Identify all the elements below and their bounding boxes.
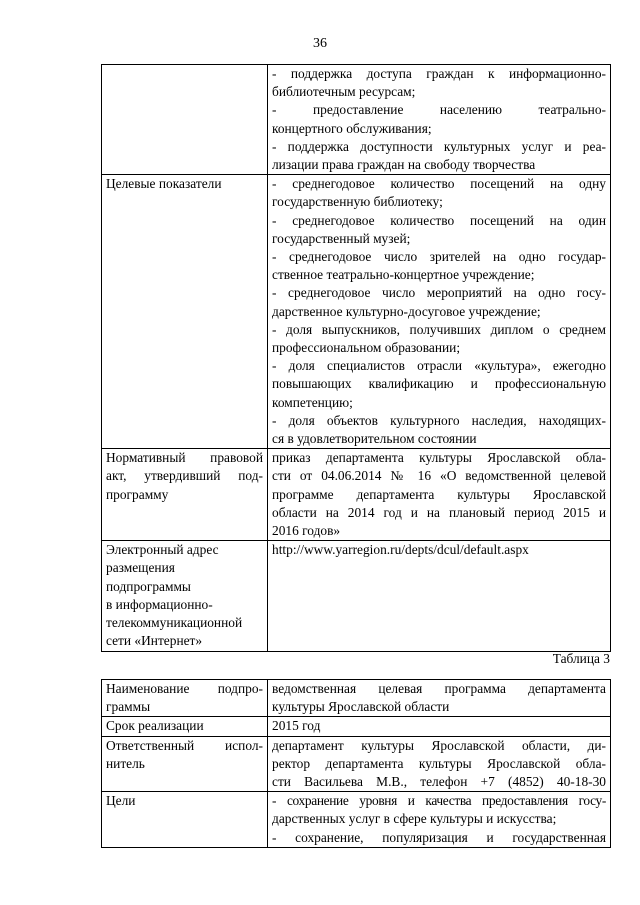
text-line: Целевые показатели <box>106 176 222 192</box>
text-line: телекоммуникационной <box>106 615 243 631</box>
row-value <box>268 175 611 449</box>
text-line: акт, утвердивший под- <box>106 468 263 484</box>
text-line: Нормативный правовой <box>106 450 263 466</box>
row-value <box>268 541 611 651</box>
row-label <box>102 449 268 541</box>
row-label <box>102 541 268 651</box>
text-line: департамент культуры Ярославской области, ди- <box>272 737 606 753</box>
text-line: - среднегодовое количество посещений на один <box>272 212 606 228</box>
text-line: - среднегодовое число мероприятий на одно госу- <box>272 285 606 301</box>
text-line: - сохранение уровня и качества предоставления госу- <box>272 793 606 809</box>
row-label <box>102 717 268 736</box>
table-row <box>102 449 611 541</box>
table-row <box>102 717 611 736</box>
text-line: подпрограммы <box>106 578 191 594</box>
text-line: - среднегодовое число зрителей на одно государ- <box>272 249 606 265</box>
text-line: - предоставление населению театрально- <box>272 102 606 118</box>
row-label <box>102 680 268 717</box>
text-line: - поддержка доступности культурных услуг и реа- <box>272 138 606 154</box>
text-line: сети «Интернет» <box>106 633 203 649</box>
url-text: http://www.yarregion.ru/depts/dcul/default.aspx <box>272 542 529 558</box>
table-row <box>102 541 611 651</box>
text-line: граммы <box>106 699 151 715</box>
table-bottom <box>101 679 611 848</box>
table-top <box>101 64 611 652</box>
row-value <box>268 736 611 792</box>
table-row <box>102 65 611 175</box>
row-label <box>102 792 268 848</box>
text-line: библиотечным ресурсам; <box>272 84 416 100</box>
row-label <box>102 736 268 792</box>
text-line: ся в удовлетворительном состоянии <box>272 431 477 447</box>
text-line: профессиональном образовании; <box>272 340 461 356</box>
text-line: Наименование подпро- <box>106 681 263 696</box>
text-line: в информационно- <box>106 596 213 612</box>
text-line: Электронный адрес <box>106 542 219 558</box>
text-line: государственный музей; <box>272 230 411 246</box>
row-label <box>102 175 268 449</box>
page-number: 36 <box>313 36 327 51</box>
row-value <box>268 65 611 175</box>
text-line: культуры Ярославской области <box>272 699 450 715</box>
row-value <box>268 792 611 848</box>
text-line: лизации права граждан на свободу творчества <box>272 157 536 173</box>
text-line: - доля объектов культурного наследия, находящих- <box>272 412 606 428</box>
text-line: Цели <box>106 793 136 809</box>
row-value <box>268 717 611 736</box>
text-line: государственную библиотеку; <box>272 194 443 210</box>
table-row <box>102 736 611 792</box>
text-line: Ответственный испол- <box>106 737 263 753</box>
text-line: программу <box>106 486 169 502</box>
text-line: сти от 04.06.2014 № 16 «О ведомственной целевой <box>272 468 606 484</box>
text-line: концертного обслуживания; <box>272 120 432 136</box>
text-line: нитель <box>106 755 145 771</box>
text-line: - доля выпускников, получивших диплом о среднем <box>272 321 606 337</box>
text-line: ведомственная целевая программа департамента <box>272 681 606 696</box>
text-line: 2015 год <box>272 718 321 734</box>
text-line: повышающих квалификацию и профессиональную <box>272 376 606 392</box>
text-line: ректор департамента культуры Ярославской обла- <box>272 755 606 771</box>
table-caption: Таблица 3 <box>552 651 610 666</box>
text-line: дарственное культурно-досуговое учреждение; <box>272 303 541 319</box>
table-row <box>102 792 611 848</box>
text-line: размещения <box>106 560 175 576</box>
text-line: - доля специалистов отрасли «культура», ежегодно <box>272 358 606 374</box>
table-row <box>102 680 611 717</box>
text-line: дарственных услуг в сфере культуры и искусства; <box>272 811 557 827</box>
text-line: - поддержка доступа граждан к информационно- <box>272 66 606 81</box>
text-line: - сохранение, популяризация и государственная <box>272 829 606 845</box>
row-value <box>268 449 611 541</box>
text-line: - среднегодовое количество посещений на одну <box>272 176 606 192</box>
text-line: приказ департамента культуры Ярославской обла- <box>272 450 606 466</box>
text-line: 2016 годов» <box>272 523 341 539</box>
text-line: сти Васильева М.В., телефон +7 (4852) 40-18-30 <box>272 774 606 790</box>
row-label <box>102 65 268 175</box>
text-line: области на 2014 год и на плановый период 2015 и <box>272 504 606 520</box>
table-row <box>102 175 611 449</box>
text-line: компетенцию; <box>272 394 353 410</box>
row-value <box>268 680 611 717</box>
text-line: ственное театрально-концертное учреждение; <box>272 267 535 283</box>
text-line: программе департамента культуры Ярославской <box>272 486 606 502</box>
text-line: Срок реализации <box>106 718 204 734</box>
